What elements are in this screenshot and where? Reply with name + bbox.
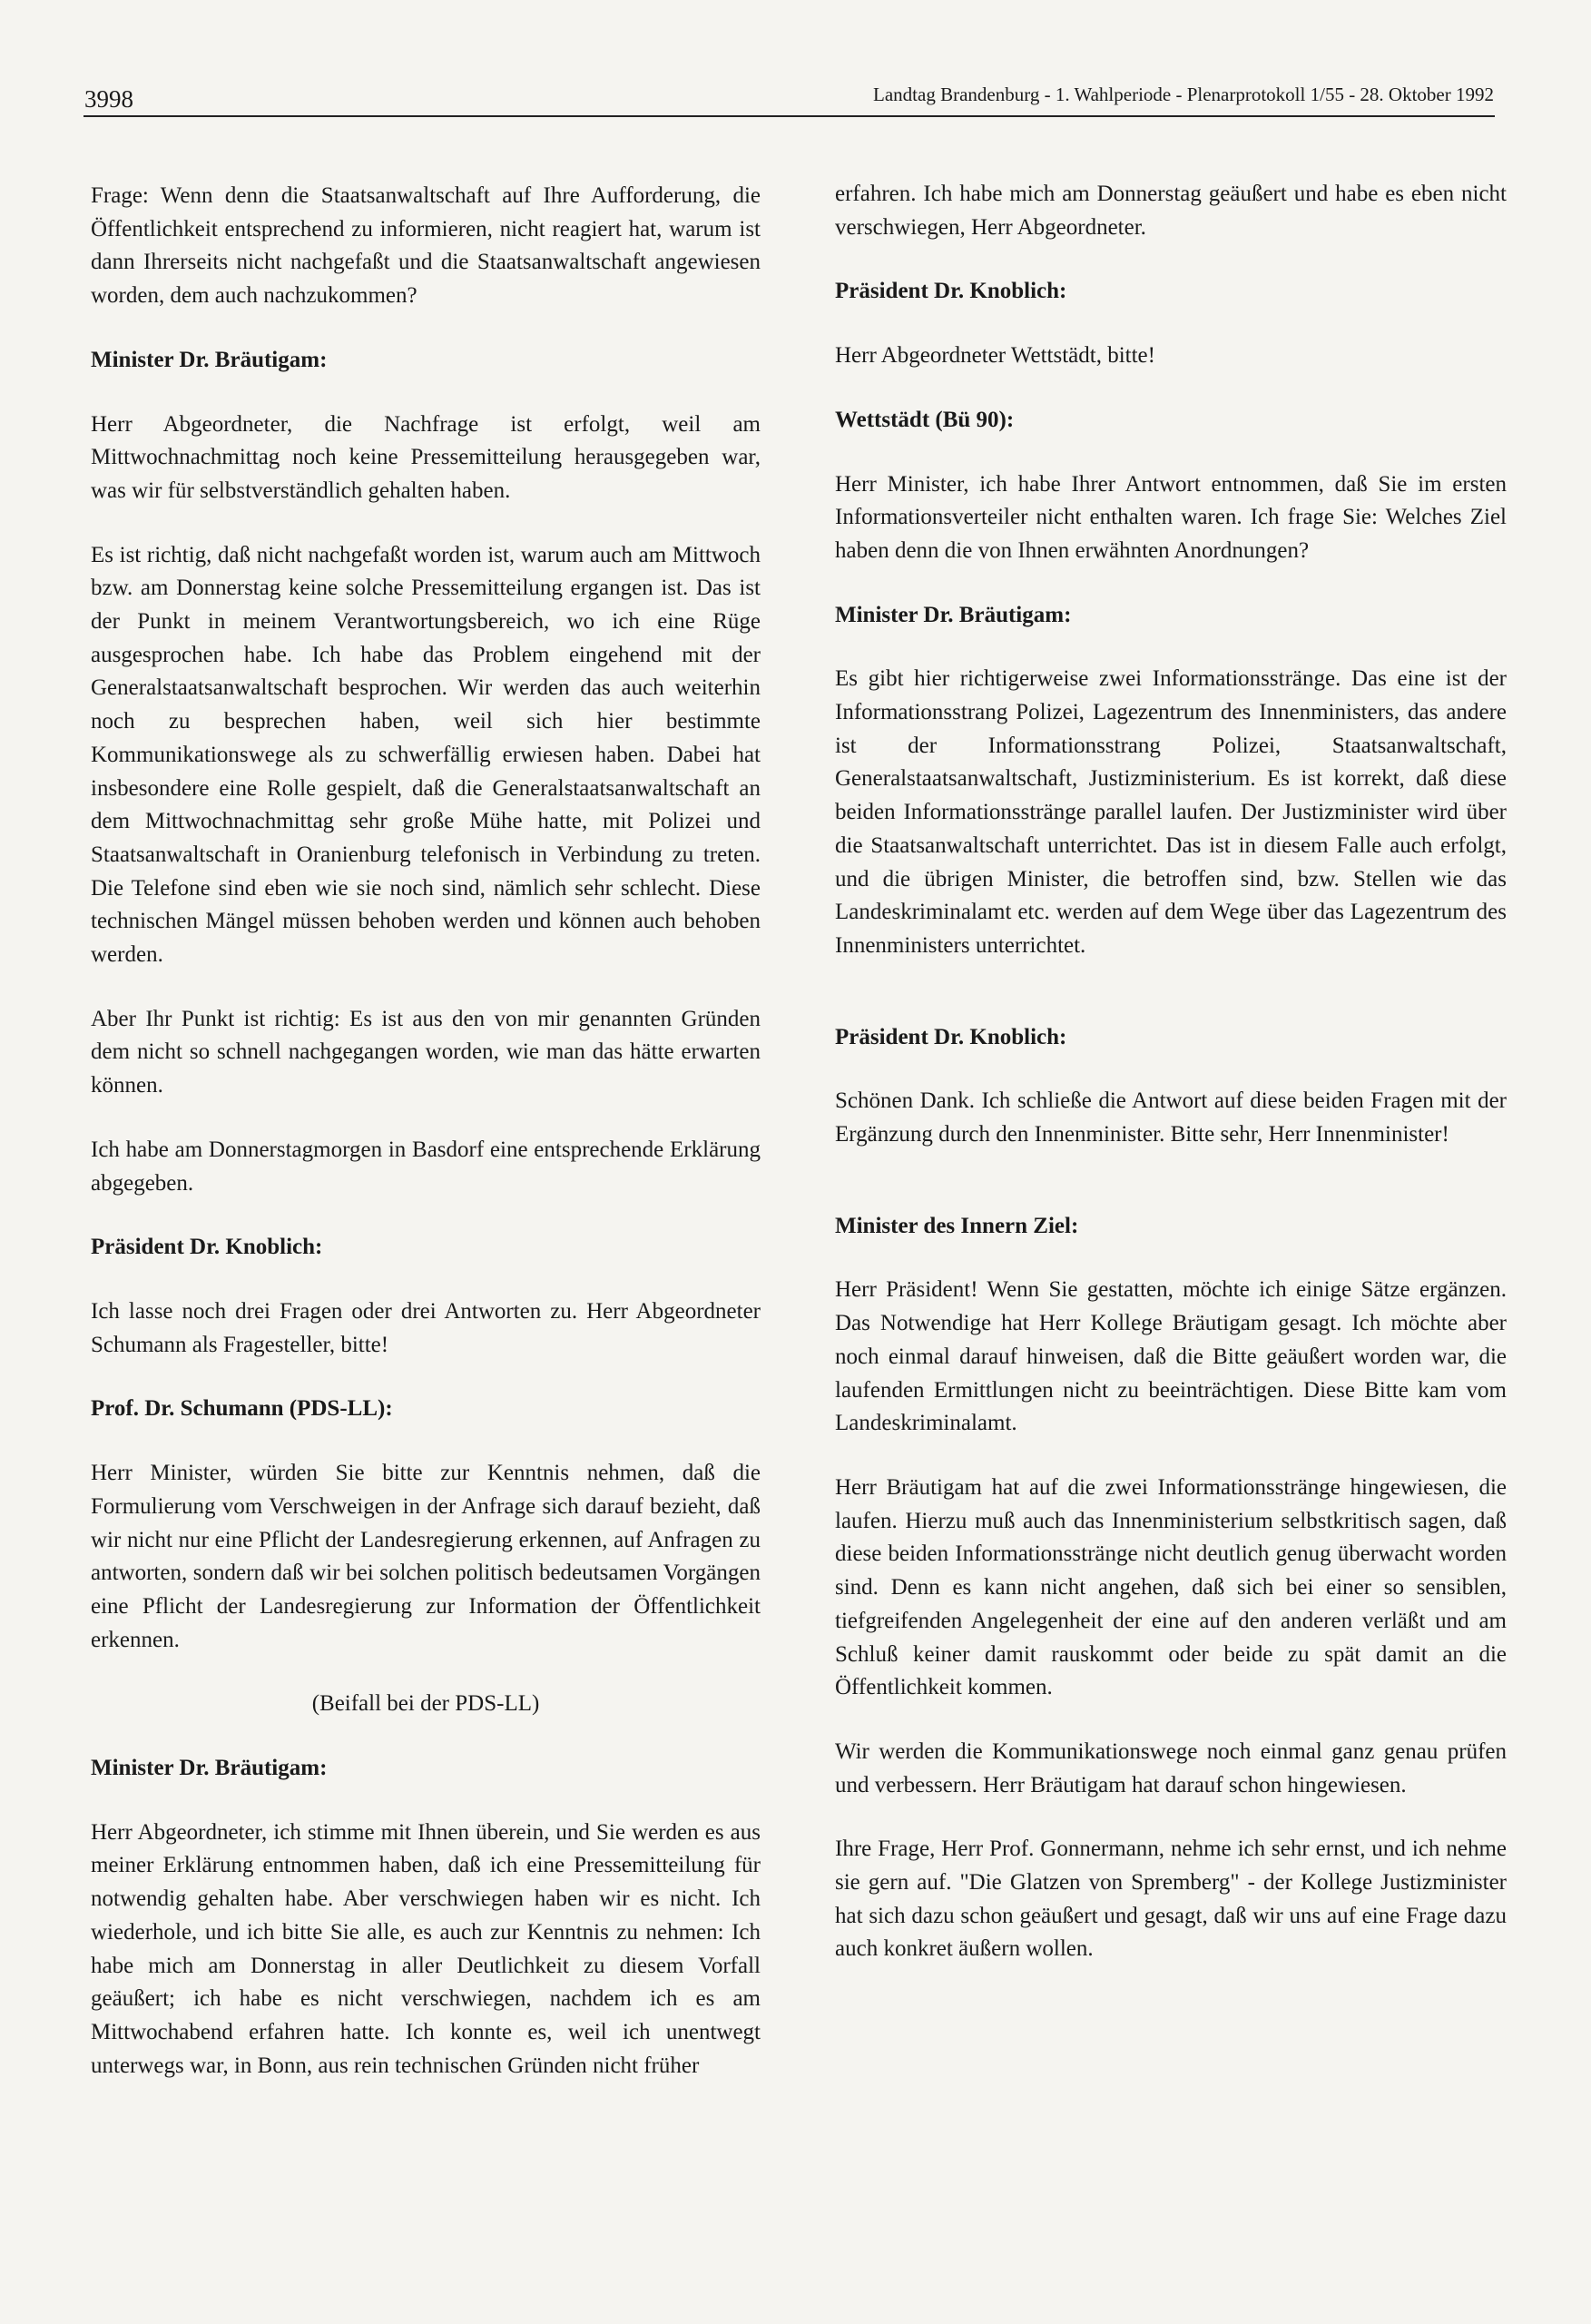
speaker-label: Wettstädt (Bü 90): [835,407,1015,432]
speaker-label: Präsident Dr. Knoblich: [835,1024,1067,1049]
running-head: Landtag Brandenburg - 1. Wahlperiode - Plenarprotokoll 1/55 - 28. Oktober 1992 [873,84,1494,105]
paragraph: Herr Abgeordneter, ich stimme mit Ihnen überein, und Sie werden es aus meiner Erklärung entnommen haben, daß ich eine Pressemitteilung für notwendig gehalten habe. Aber verschwiegen haben wir es nicht. Ich wiederhole, und ich bitte Sie alle, es auch zur Kenntnis zu nehmen: Ich habe mich am Donnerstag in aller Deutlichkeit zu diesem Vorfall geäußert; ich habe es nicht verschwiegen, nachdem ich es am Mittwochabend erfahren hatte. Ich konnte es, weil ich unentwegt unterwegs war, in Bonn, aus rein technischen Gründen nicht früher [91,1819,761,2078]
paragraph: Herr Abgeordneter Wettstädt, bitte! [835,343,1155,369]
paragraph: Es ist richtig, daß nicht nachgefaßt worden ist, warum auch am Mittwoch bzw. am Donnerstag keine solche Pressemitteilung ergangen ist. Das ist der Punkt in meinem Verantwortungsbereich, wo ich eine Rüge ausgesprochen habe. Ich habe das Problem eingehend mit der Generalstaatsanwaltschaft besprochen. Wir werden das auch weiterhin noch zu besprechen haben, weil sich hier bestimmte Kommunikationswege als zu schwerfällig erwiesen haben. Dabei hat insbesondere eine Rolle gespielt, daß die Generalstaatsanwaltschaft an dem Mittwochnachmittag sehr große Mühe hatte, mit Polizei und Staatsanwaltschaft in Oranienburg telefonisch in Verbindung zu treten. Die Telefone sind eben wie sie noch sind, nämlich sehr schlecht. Diese technischen Mängel müssen behoben werden und können auch behoben werden. [91,542,761,968]
paragraph: Herr Minister, ich habe Ihrer Antwort entnommen, daß Sie im ersten Informationsverteiler nicht enthalten waren. Ich frage Sie: Welches Ziel haben denn die von Ihnen erwähnten Anordnungen? [835,471,1507,563]
paragraph: Herr Minister, würden Sie bitte zur Kenntnis nehmen, daß die Formulierung vom Verschweigen in der Anfrage sich darauf bezieht, daß wir nicht nur eine Pflicht der Landesregierung erkennen, auf Anfragen zu antworten, sondern daß wir bei solchen politisch bedeutsamen Vorgängen eine Pflicht der Landesregierung zur Information der Öffentlichkeit erkennen. [91,1461,761,1652]
paragraph: Wir werden die Kommunikationswege noch einmal ganz genau prüfen und verbessern. Herr Bräutigam hat darauf schon hingewiesen. [835,1738,1507,1797]
speaker-label: Präsident Dr. Knoblich: [91,1235,323,1260]
paragraph: Frage: Wenn denn die Staatsanwaltschaft auf Ihre Aufforderung, die Öffentlichkeit entsprechend zu informieren, nicht reagiert hat, warum ist dann Ihrerseits nicht nachgefaßt und die Staatsanwaltschaft angewiesen worden, dem auch nachzukommen? [91,183,761,309]
paragraph: Ich lasse noch drei Fragen oder drei Antworten zu. Herr Abgeordneter Schumann als Fragesteller, bitte! [91,1298,761,1357]
page-number: 3998 [84,85,133,113]
paragraph: erfahren. Ich habe mich am Donnerstag geäußert und habe es eben nicht verschwiegen, Herr Abgeordneter. [835,182,1507,240]
left-column [91,180,761,2113]
paragraph: Schönen Dank. Ich schließe die Antwort auf diese beiden Fragen mit der Ergänzung durch den Innenminister. Bitte sehr, Herr Innenminister! [835,1088,1507,1147]
paragraph: Aber Ihr Punkt ist richtig: Es ist aus den von mir genannten Gründen dem nicht so schnell nachgegangen worden, wie man das hätte erwarten können. [91,1006,761,1098]
interjection: (Beifall bei der PDS-LL) [311,1691,540,1717]
paragraph: Herr Präsident! Wenn Sie gestatten, möchte ich einige Sätze ergänzen. Das Notwendige hat Herr Kollege Bräutigam gesagt. Ich möchte aber noch einmal darauf hinweisen, daß die Bitte geäußert worden war, die laufenden Ermittlungen nicht zu beeinträchtigen. Diese Bitte kam vom Landeskriminalamt. [835,1277,1507,1436]
speaker-label: Minister Dr. Bräutigam: [91,347,328,372]
header-rule [83,115,1495,117]
paragraph: Herr Abgeordneter, die Nachfrage ist erfolgt, weil am Mittwochnachmittag noch keine Pressemitteilung herausgegeben war, was wir für selbstverständlich gehalten haben. [91,411,761,503]
speaker-label: Minister des Innern Ziel: [835,1213,1079,1238]
right-column [835,178,1507,1997]
paragraph: Ich habe am Donnerstagmorgen in Basdorf eine entsprechende Erklärung abgegeben. [91,1137,761,1196]
speaker-label: Minister Dr. Bräutigam: [835,602,1072,627]
speaker-label: Prof. Dr. Schumann (PDS-LL): [91,1396,393,1422]
paragraph: Ihre Frage, Herr Prof. Gonnermann, nehme ich sehr ernst, und ich nehme sie gern auf. "Die Glatzen von Spremberg" - der Kollege Justizminister hat sich dazu schon geäußert und gesagt, daß wir uns auf eine Frage dazu auch konkret äußern wollen. [835,1837,1507,1962]
paragraph: Es gibt hier richtigerweise zwei Informationsstränge. Das eine ist der Informationsstrang Polizei, Lagezentrum des Innenministers, das andere ist der Informationsstrang Polizei, Staatsanwaltschaft, Generalstaatsanwaltschaft, Justizministerium. Es ist korrekt, daß diese beiden Informationsstränge parallel laufen. Der Justizminister wird über die Staatsanwaltschaft unterrichtet. Das ist in diesem Falle auch erfolgt, und die übrigen Minister, die betroffen sind, bzw. Stellen wie das Landeskriminalamt etc. werden auf dem Wege über das Lagezentrum des Innenministers unterrichtet. [835,666,1507,958]
speaker-label: Minister Dr. Bräutigam: [91,1756,328,1781]
speaker-label: Präsident Dr. Knoblich: [835,279,1067,304]
paragraph: Herr Bräutigam hat auf die zwei Informationsstränge hingewiesen, die laufen. Hierzu muß auch das Innenministerium selbstkritisch sagen, daß diese beiden Informationsstränge nicht deutlich genug überwacht worden sind. Denn es kann nicht angehen, daß sich bei einer so sensiblen, tiefgreifenden Angelegenheit der eine auf den anderen verläßt und am Schluß keiner damit rauskommt oder beide zu spät damit an die Öffentlichkeit kommen. [835,1474,1507,1700]
page-header [84,84,1494,120]
